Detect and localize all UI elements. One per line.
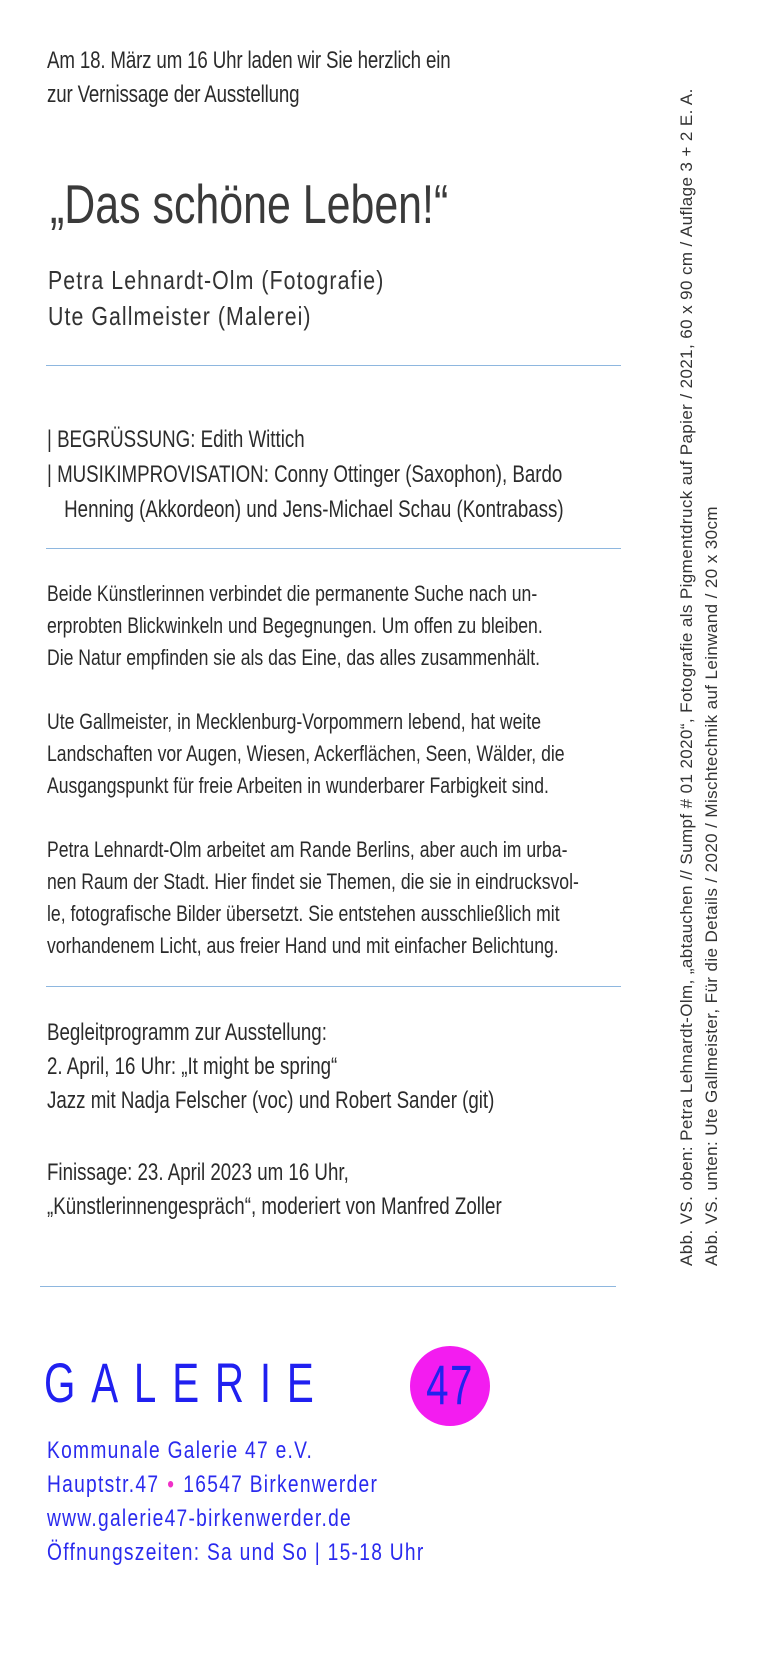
opening-program (47, 422, 564, 527)
gallery-logo (44, 1346, 504, 1446)
gallery-hours: Öffnungszeiten: Sa und So | 15-18 Uhr (47, 1539, 425, 1566)
gallery-website[interactable]: www.galerie47-birkenwerder.de (47, 1505, 352, 1532)
gallery-street: Hauptstr.47 (47, 1471, 160, 1498)
address-separator: • (167, 1471, 176, 1498)
paragraph-line: Beide Künstlerinnen verbindet die permanente Suche nach un- (47, 581, 538, 606)
image-credits (674, 76, 724, 1266)
music-line-1: | MUSIKIMPROVISATION: Conny Ottinger (Saxophon), Bardo (47, 461, 563, 488)
paragraph-line: Ute Gallmeister, in Mecklenburg-Vorpommern lebend, hat weite (47, 709, 542, 734)
gallery-name: GALERIE (44, 1351, 330, 1414)
invitation-line-1: Am 18. März um 16 Uhr laden wir Sie herzlich ein (47, 47, 451, 74)
finissage-talk: „Künstlerinnengespräch“, moderiert von Manfred Zoller (47, 1193, 502, 1220)
paragraph-line: Landschaften vor Augen, Wiesen, Ackerflächen, Seen, Wälder, die (47, 741, 565, 766)
accompanying-program (47, 1016, 494, 1118)
paragraph-line: Ausgangspunkt für freie Arbeiten in wunderbarer Farbigkeit sind. (47, 773, 549, 798)
divider-1 (46, 365, 621, 366)
artist-painting: Ute Gallmeister (Malerei) (48, 301, 312, 331)
music-line-2: Henning (Akkordeon) und Jens-Michael Schau (Kontrabass) (64, 496, 564, 523)
description-paragraph-3 (47, 834, 579, 962)
credit-top-image: Abb. VS. oben: Petra Lehnardt-Olm, „abtauchen // Sumpf # 01 2020“, Fotografie als Pigmentdruck auf Papier / 2021, 60 x 90 cm / Auflage 3 + 2 E. A. (677, 88, 696, 1266)
paragraph-line: le, fotografische Bilder übersetzt. Sie entstehen ausschließlich mit (47, 901, 560, 926)
gallery-number: 47 (426, 1353, 474, 1416)
description-paragraph-2 (47, 706, 565, 802)
divider-3 (46, 986, 621, 987)
finissage-date: Finissage: 23. April 2023 um 16 Uhr, (47, 1159, 349, 1186)
description-paragraph-1 (47, 578, 543, 674)
gallery-address (47, 1468, 425, 1502)
gallery-org: Kommunale Galerie 47 e.V. (47, 1437, 314, 1464)
greeting-line: | BEGRÜSSUNG: Edith Wittich (47, 426, 305, 453)
gallery-city: 16547 Birkenwerder (183, 1471, 379, 1498)
paragraph-line: Die Natur empfinden sie als das Eine, das alles zusammenhält. (47, 645, 541, 670)
finissage (47, 1156, 502, 1224)
divider-4 (40, 1286, 616, 1287)
accompanying-performers: Jazz mit Nadja Felscher (voc) und Robert Sander (git) (47, 1087, 495, 1114)
accompanying-heading: Begleitprogramm zur Ausstellung: (47, 1019, 327, 1046)
credit-bottom-image: Abb. VS. unten: Ute Gallmeister, Für die Details / 2020 / Mischtechnik auf Leinwand / 20 x 30cm (702, 506, 721, 1266)
exhibition-title: „Das schöne Leben!“ (50, 173, 449, 235)
paragraph-line: nen Raum der Stadt. Hier findet sie Themen, die sie in eindrucksvol- (47, 869, 579, 894)
gallery-contact (47, 1434, 425, 1570)
paragraph-line: Petra Lehnardt-Olm arbeitet am Rande Berlins, aber auch im urba- (47, 837, 568, 862)
gallery-number-badge (410, 1346, 490, 1426)
divider-2 (46, 548, 621, 549)
accompanying-event: 2. April, 16 Uhr: „It might be spring“ (47, 1053, 338, 1080)
paragraph-line: vorhandenem Licht, aus freier Hand und mit einfacher Belichtung. (47, 933, 559, 958)
artist-list (48, 262, 384, 334)
invitation-line-2: zur Vernissage der Ausstellung (47, 81, 300, 108)
paragraph-line: erprobten Blickwinkeln und Begegnungen. Um offen zu bleiben. (47, 613, 543, 638)
invitation-text (47, 44, 450, 112)
artist-photography: Petra Lehnardt-Olm (Fotografie) (48, 265, 385, 295)
